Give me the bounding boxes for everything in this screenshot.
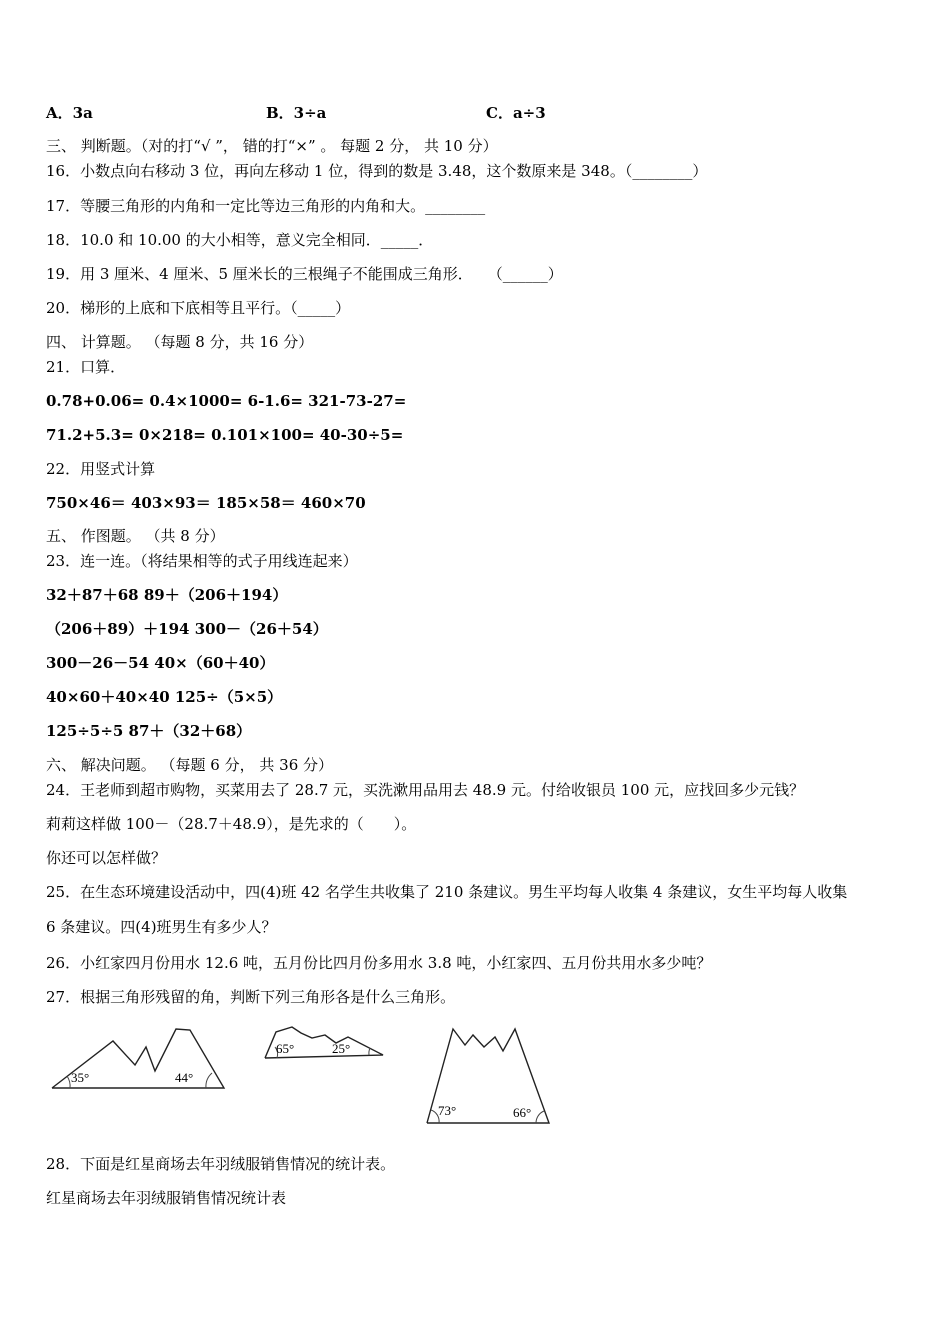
question-24: 24．王老师到超市购物，买菜用去了 28.7 元，买洗漱用品用去 48.9 元。付给收银员 100 元，应找回多少元钱？ bbox=[46, 781, 805, 799]
question-24-part-b: 莉莉这样做 100－（28.7＋48.9），是先求的（ ）。 bbox=[46, 815, 417, 833]
mental-math-row-2: 71.2+5.3= 0×218= 0.101×100= 40-30÷5= bbox=[46, 426, 404, 444]
vertical-calc-row: 750×46＝ 403×93＝ 185×58＝ 460×70 bbox=[46, 494, 366, 512]
angle-73-label: 73° bbox=[438, 1103, 457, 1118]
question-21: 21．口算． bbox=[46, 358, 126, 376]
match-row-4: 40×60＋40×40 125÷（5×5） bbox=[46, 688, 283, 706]
option-b: B．3÷a bbox=[266, 104, 327, 122]
question-23: 23．连一连。（将结果相等的式子用线连起来） bbox=[46, 552, 358, 570]
section-5-heading: 五、 作图题。 （共 8 分） bbox=[46, 527, 225, 545]
question-18: 18．10.0 和 10.00 的大小相等，意义完全相同．_____． bbox=[46, 231, 434, 249]
broken-triangle-2 bbox=[262, 1025, 387, 1061]
angle-65-label: 65° bbox=[276, 1041, 295, 1056]
question-27: 27．根据三角形残留的角，判断下列三角形各是什么三角形。 bbox=[46, 988, 456, 1006]
option-c: C．a÷3 bbox=[486, 104, 546, 122]
question-17: 17．等腰三角形的内角和一定比等边三角形的内角和大。________ bbox=[46, 197, 486, 215]
angle-25-label: 25° bbox=[332, 1041, 351, 1056]
broken-triangle-3 bbox=[423, 1025, 553, 1127]
mental-math-row-1: 0.78+0.06= 0.4×1000= 6-1.6= 321-73-27= bbox=[46, 392, 407, 410]
angle-66-label: 66° bbox=[513, 1105, 532, 1120]
match-row-1: 32＋87＋68 89＋（206＋194） bbox=[46, 586, 288, 604]
question-25: 25．在生态环境建设活动中，四(4)班 42 名学生共收集了 210 条建议。男生平均每人收集 4 条建议，女生平均每人收集 bbox=[46, 883, 848, 901]
question-26: 26．小红家四月份用水 12.6 吨，五月份比四月份多用水 3.8 吨，小红家四、五月份共用水多少吨？ bbox=[46, 954, 712, 972]
table-title: 红星商场去年羽绒服销售情况统计表 bbox=[46, 1189, 287, 1207]
angle-44-label: 44° bbox=[175, 1070, 194, 1085]
question-20: 20．梯形的上底和下底相等且平行。（_____） bbox=[46, 299, 351, 317]
match-row-2: （206＋89）＋194 300－（26＋54） bbox=[46, 620, 328, 638]
section-6-heading: 六、 解决问题。 （每题 6 分， 共 36 分） bbox=[46, 756, 334, 774]
angle-35-label: 35° bbox=[71, 1070, 90, 1085]
question-24-part-c: 你还可以怎样做？ bbox=[46, 849, 167, 867]
question-22: 22．用竖式计算 bbox=[46, 460, 156, 478]
match-row-5: 125÷5÷5 87＋（32＋68） bbox=[46, 722, 252, 740]
section-3-heading: 三、 判断题。（对的打“√ ”， 错的打“×” 。 每题 2 分， 共 10 分） bbox=[46, 137, 498, 155]
question-16: 16．小数点向右移动 3 位，再向左移动 1 位，得到的数是 3.48，这个数原来是 348。（________） bbox=[46, 162, 708, 180]
option-a: A．3a bbox=[46, 104, 93, 122]
section-4-heading: 四、 计算题。 （每题 8 分，共 16 分） bbox=[46, 333, 314, 351]
question-28: 28．下面是红星商场去年羽绒服销售情况的统计表。 bbox=[46, 1155, 396, 1173]
match-row-3: 300－26－54 40×（60＋40） bbox=[46, 654, 275, 672]
question-25-cont: 6 条建议。四(4)班男生有多少人？ bbox=[46, 918, 277, 936]
broken-triangle-1 bbox=[48, 1025, 228, 1095]
question-19: 19．用 3 厘米、4 厘米、5 厘米长的三根绳子不能围成三角形． （______） bbox=[46, 265, 563, 283]
